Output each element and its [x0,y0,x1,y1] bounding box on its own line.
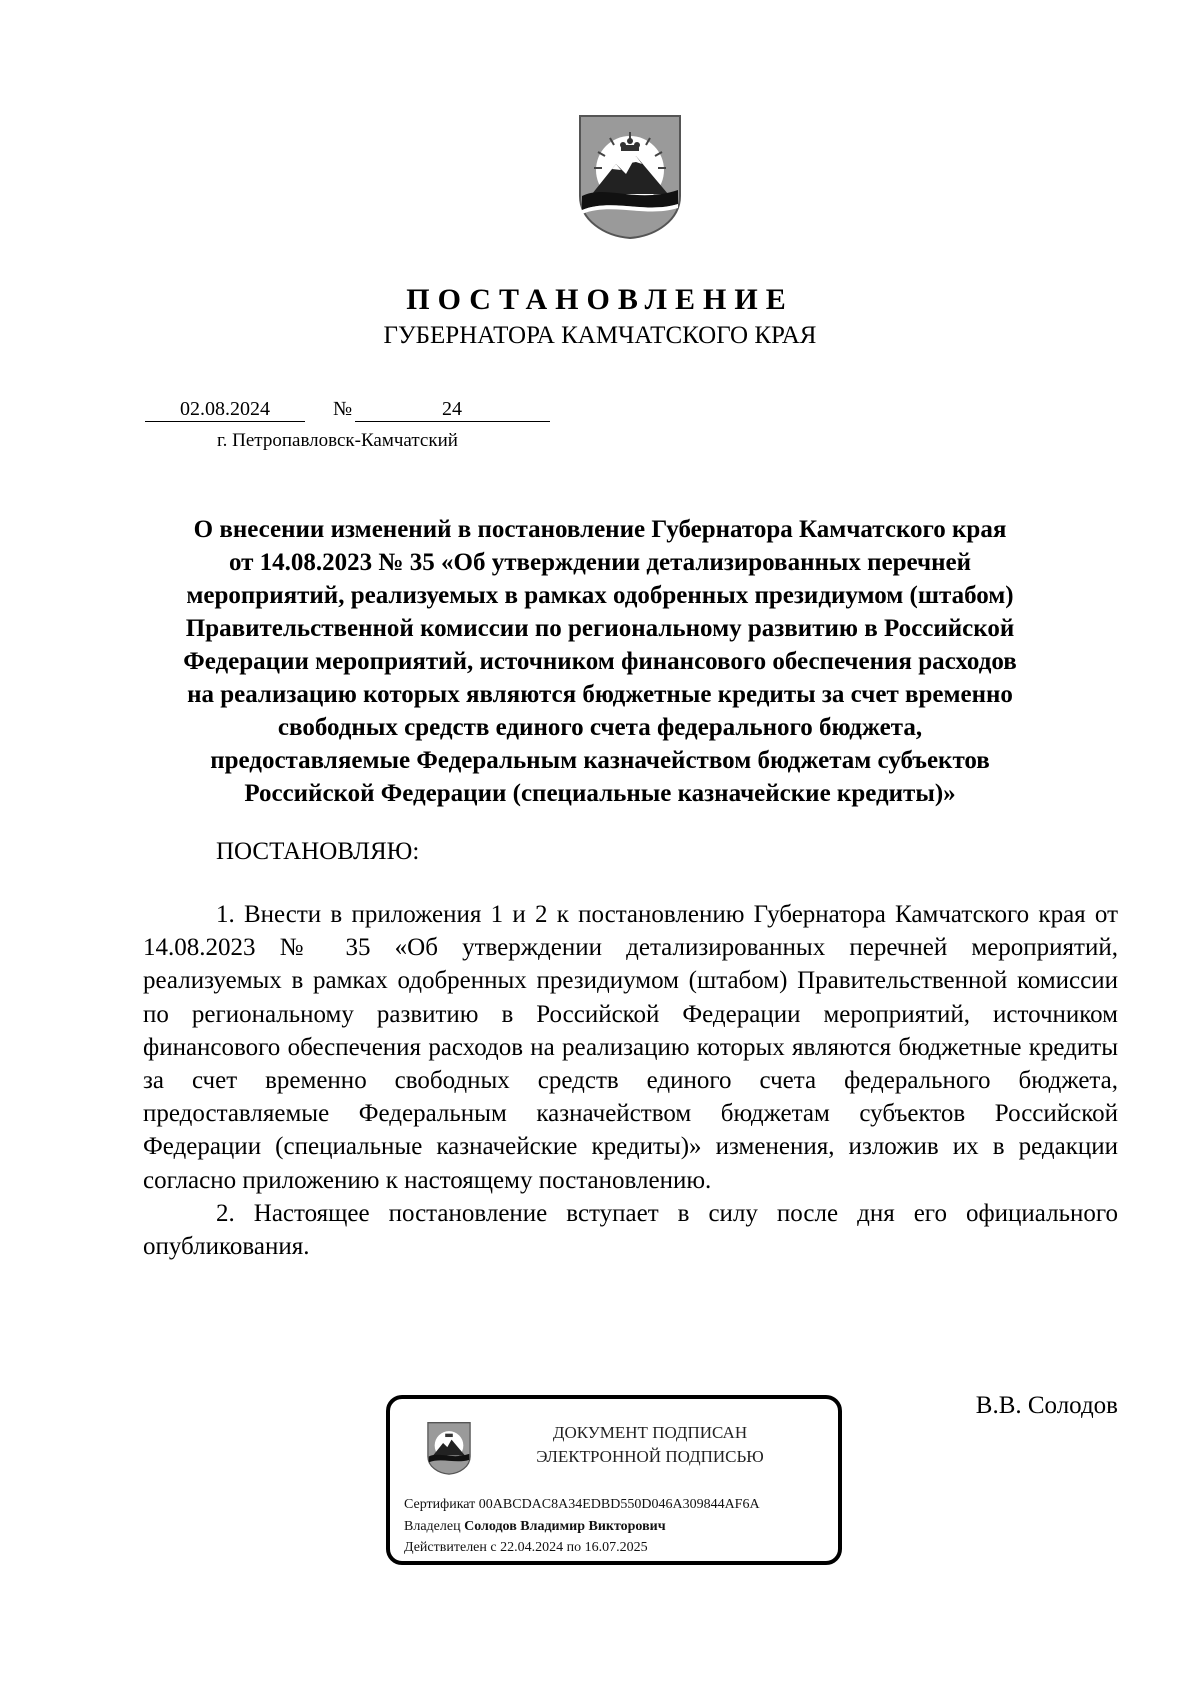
heading-line: от 14.08.2023 № 35 «Об утверждении детализированных перечней [228,549,972,576]
coat-of-arms-emblem [576,112,684,240]
document-city: г. Петропавловск-Камчатский [217,430,458,451]
number-underline [355,421,550,422]
paragraph-1: 1. Внести в приложения 1 и 2 к постановлению Губернатора Камчатского края от 14.08.2023 № 35 «Об утверждении детализированных перечней мероприятий, реализуемых в рамках одобренных президиумом (штабом) Правительственной комиссии по региональному развитию в Российской Федерации мероприятий, источником финансового обеспечения расходов на реализацию которых являются бюджетные кредиты за счет временно свободных средств единого счета федерального бюджета, предоставляемые Федеральным казначейством бюджетам субъектов Российской Федерации (специальные казначейские кредиты)» изменения, изложив их в редакции согласно приложению к настоящему постановлению. [143,901,1118,1194]
certificate-label: Сертификат [404,1497,476,1512]
registration-line [145,397,550,425]
certificate-value: 00ABCDAC8A34EDBD550D046A309844AF6A [478,1497,760,1512]
stamp-title-line: ЭЛЕКТРОННОЙ ПОДПИСЬЮ [536,1447,764,1466]
heading-line: мероприятий, реализуемых в рамках одобренных президиумом (штабом) [186,582,1014,609]
number-sign: № [333,398,353,420]
heading-line: Федерации мероприятий, источником финансового обеспечения расходов [183,648,1017,675]
stamp-title-line: ДОКУМЕНТ ПОДПИСАН [552,1423,748,1442]
decree-word: ПОСТАНОВЛЯЮ: [216,838,420,865]
heading-line: Правительственной комиссии по региональному развитию в Российской [185,615,1015,642]
document-body [143,898,1118,1263]
heading-line: Российской Федерации (специальные казначейские кредиты)» [244,780,956,807]
stamp-certificate [404,1497,760,1513]
document-title: ПОСТАНОВЛЕНИЕ [406,283,794,316]
document-heading [130,513,1070,810]
valid-to: 16.07.2025 [584,1540,648,1555]
heading-line: на реализацию которых являются бюджетные кредиты за счет временно [187,681,1013,708]
valid-from: 22.04.2024 [500,1540,564,1555]
date-underline [145,421,305,422]
heading-line: предоставляемые Федеральным казначейством бюджетам субъектов [210,747,990,774]
stamp-coat-of-arms-icon [426,1421,472,1475]
owner-value: Солодов Владимир Викторович [464,1519,666,1534]
valid-label: Действителен с [404,1540,497,1555]
signer-name: В.В. Солодов [975,1392,1118,1419]
paragraph-2: 2. Настоящее постановление вступает в силу после дня его официального опубликования. [143,1199,1118,1261]
heading-line: О внесении изменений в постановление Губернатора Камчатского края [193,516,1007,543]
document-number: 24 [442,398,462,420]
stamp-validity [404,1540,648,1556]
stamp-owner [404,1519,666,1535]
valid-to-label: по [566,1540,582,1555]
stamp-title [500,1421,800,1469]
owner-label: Владелец [404,1519,461,1534]
heading-line: свободных средств единого счета федерального бюджета, [277,714,923,741]
electronic-signature-stamp [386,1395,842,1565]
document-issuer: ГУБЕРНАТОРА КАМЧАТСКОГО КРАЯ [383,322,817,349]
document-date: 02.08.2024 [180,398,270,420]
